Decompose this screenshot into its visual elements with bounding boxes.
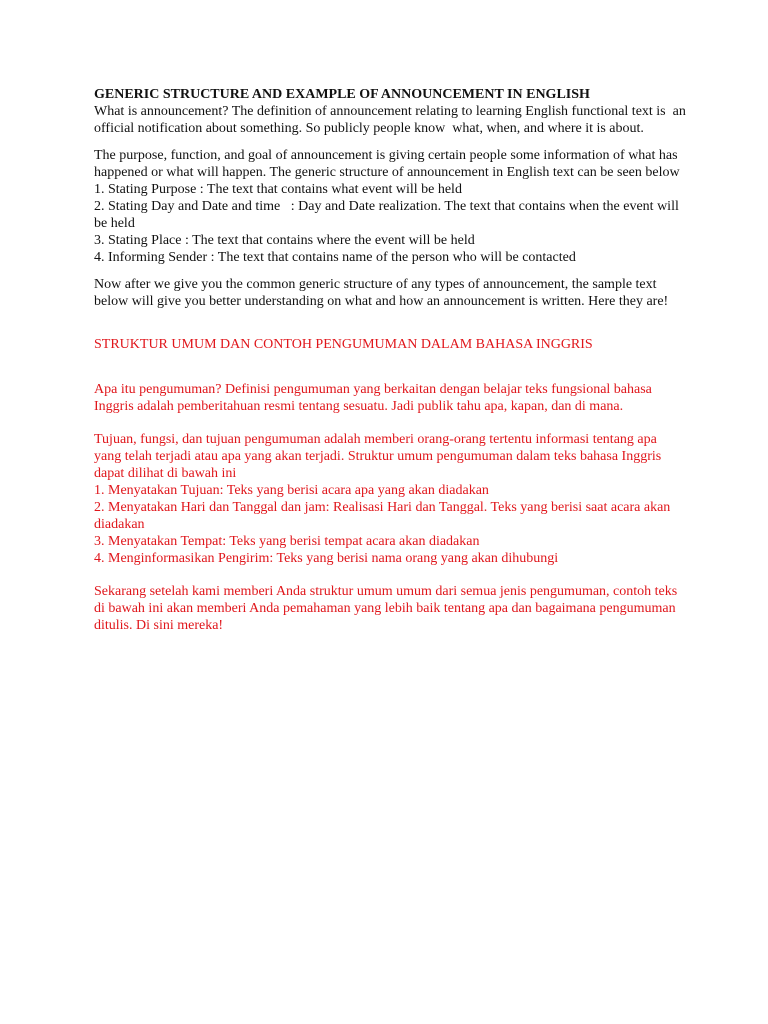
english-list-item: 3. Stating Place : The text that contains where the event will be held	[94, 233, 475, 248]
english-purpose-paragraph: The purpose, function, and goal of announcement is giving certain people some information of what has happened or what will happen. The generic structure of announcement in English text can be seen below	[94, 148, 682, 180]
english-list-item: 2. Stating Day and Date and time : Day and Date realization. The text that contains when the event will be held	[94, 199, 683, 231]
indonesian-purpose-paragraph: Tujuan, fungsi, dan tujuan pengumuman adalah memberi orang-orang tertentu informasi tentang apa yang telah terjadi atau apa yang akan terjadi. Struktur umum pengumuman dalam teks bahasa Inggris dapat dilihat di bawah ini	[94, 432, 665, 481]
indonesian-intro-paragraph: Apa itu pengumuman? Definisi pengumuman yang berkaitan dengan belajar teks fungsional bahasa Inggris adalah pemberitahuan resmi tentang sesuatu. Jadi publik tahu apa, kapan, dan di mana.	[94, 382, 656, 414]
english-list-item: 1. Stating Purpose : The text that contains what event will be held	[94, 182, 462, 197]
document-body	[94, 86, 690, 634]
indonesian-structure-list	[94, 482, 686, 567]
indonesian-list-item: 2. Menyatakan Hari dan Tanggal dan jam: Realisasi Hari dan Tanggal. Teks yang berisi saat acara akan diadakan	[94, 500, 674, 532]
indonesian-title: STRUKTUR UMUM DAN CONTOH PENGUMUMAN DALAM BAHASA INGGRIS	[94, 337, 593, 352]
indonesian-list-item: 3. Menyatakan Tempat: Teks yang berisi tempat acara akan diadakan	[94, 534, 480, 549]
indonesian-list-item: 1. Menyatakan Tujuan: Teks yang berisi acara apa yang akan diadakan	[94, 483, 489, 498]
english-list-item: 4. Informing Sender : The text that contains name of the person who will be contacted	[94, 250, 576, 265]
english-structure-list	[94, 181, 686, 266]
english-title: GENERIC STRUCTURE AND EXAMPLE OF ANNOUNCEMENT IN ENGLISH	[94, 87, 590, 102]
indonesian-list-item: 4. Menginformasikan Pengirim: Teks yang berisi nama orang yang akan dihubungi	[94, 551, 559, 566]
english-closing-paragraph: Now after we give you the common generic structure of any types of announcement, the sample text below will give you better understanding on what and how an announcement is written. Here they are!	[94, 277, 669, 309]
indonesian-closing-paragraph: Sekarang setelah kami memberi Anda struktur umum umum dari semua jenis pengumuman, contoh teks di bawah ini akan memberi Anda pemahaman yang lebih baik tentang apa dan bagaimana pengumuman ditulis. Di sini mereka!	[94, 584, 681, 633]
english-intro-paragraph: What is announcement? The definition of announcement relating to learning English functional text is an official notification about something. So publicly people know what, when, and where it is about.	[94, 104, 690, 136]
